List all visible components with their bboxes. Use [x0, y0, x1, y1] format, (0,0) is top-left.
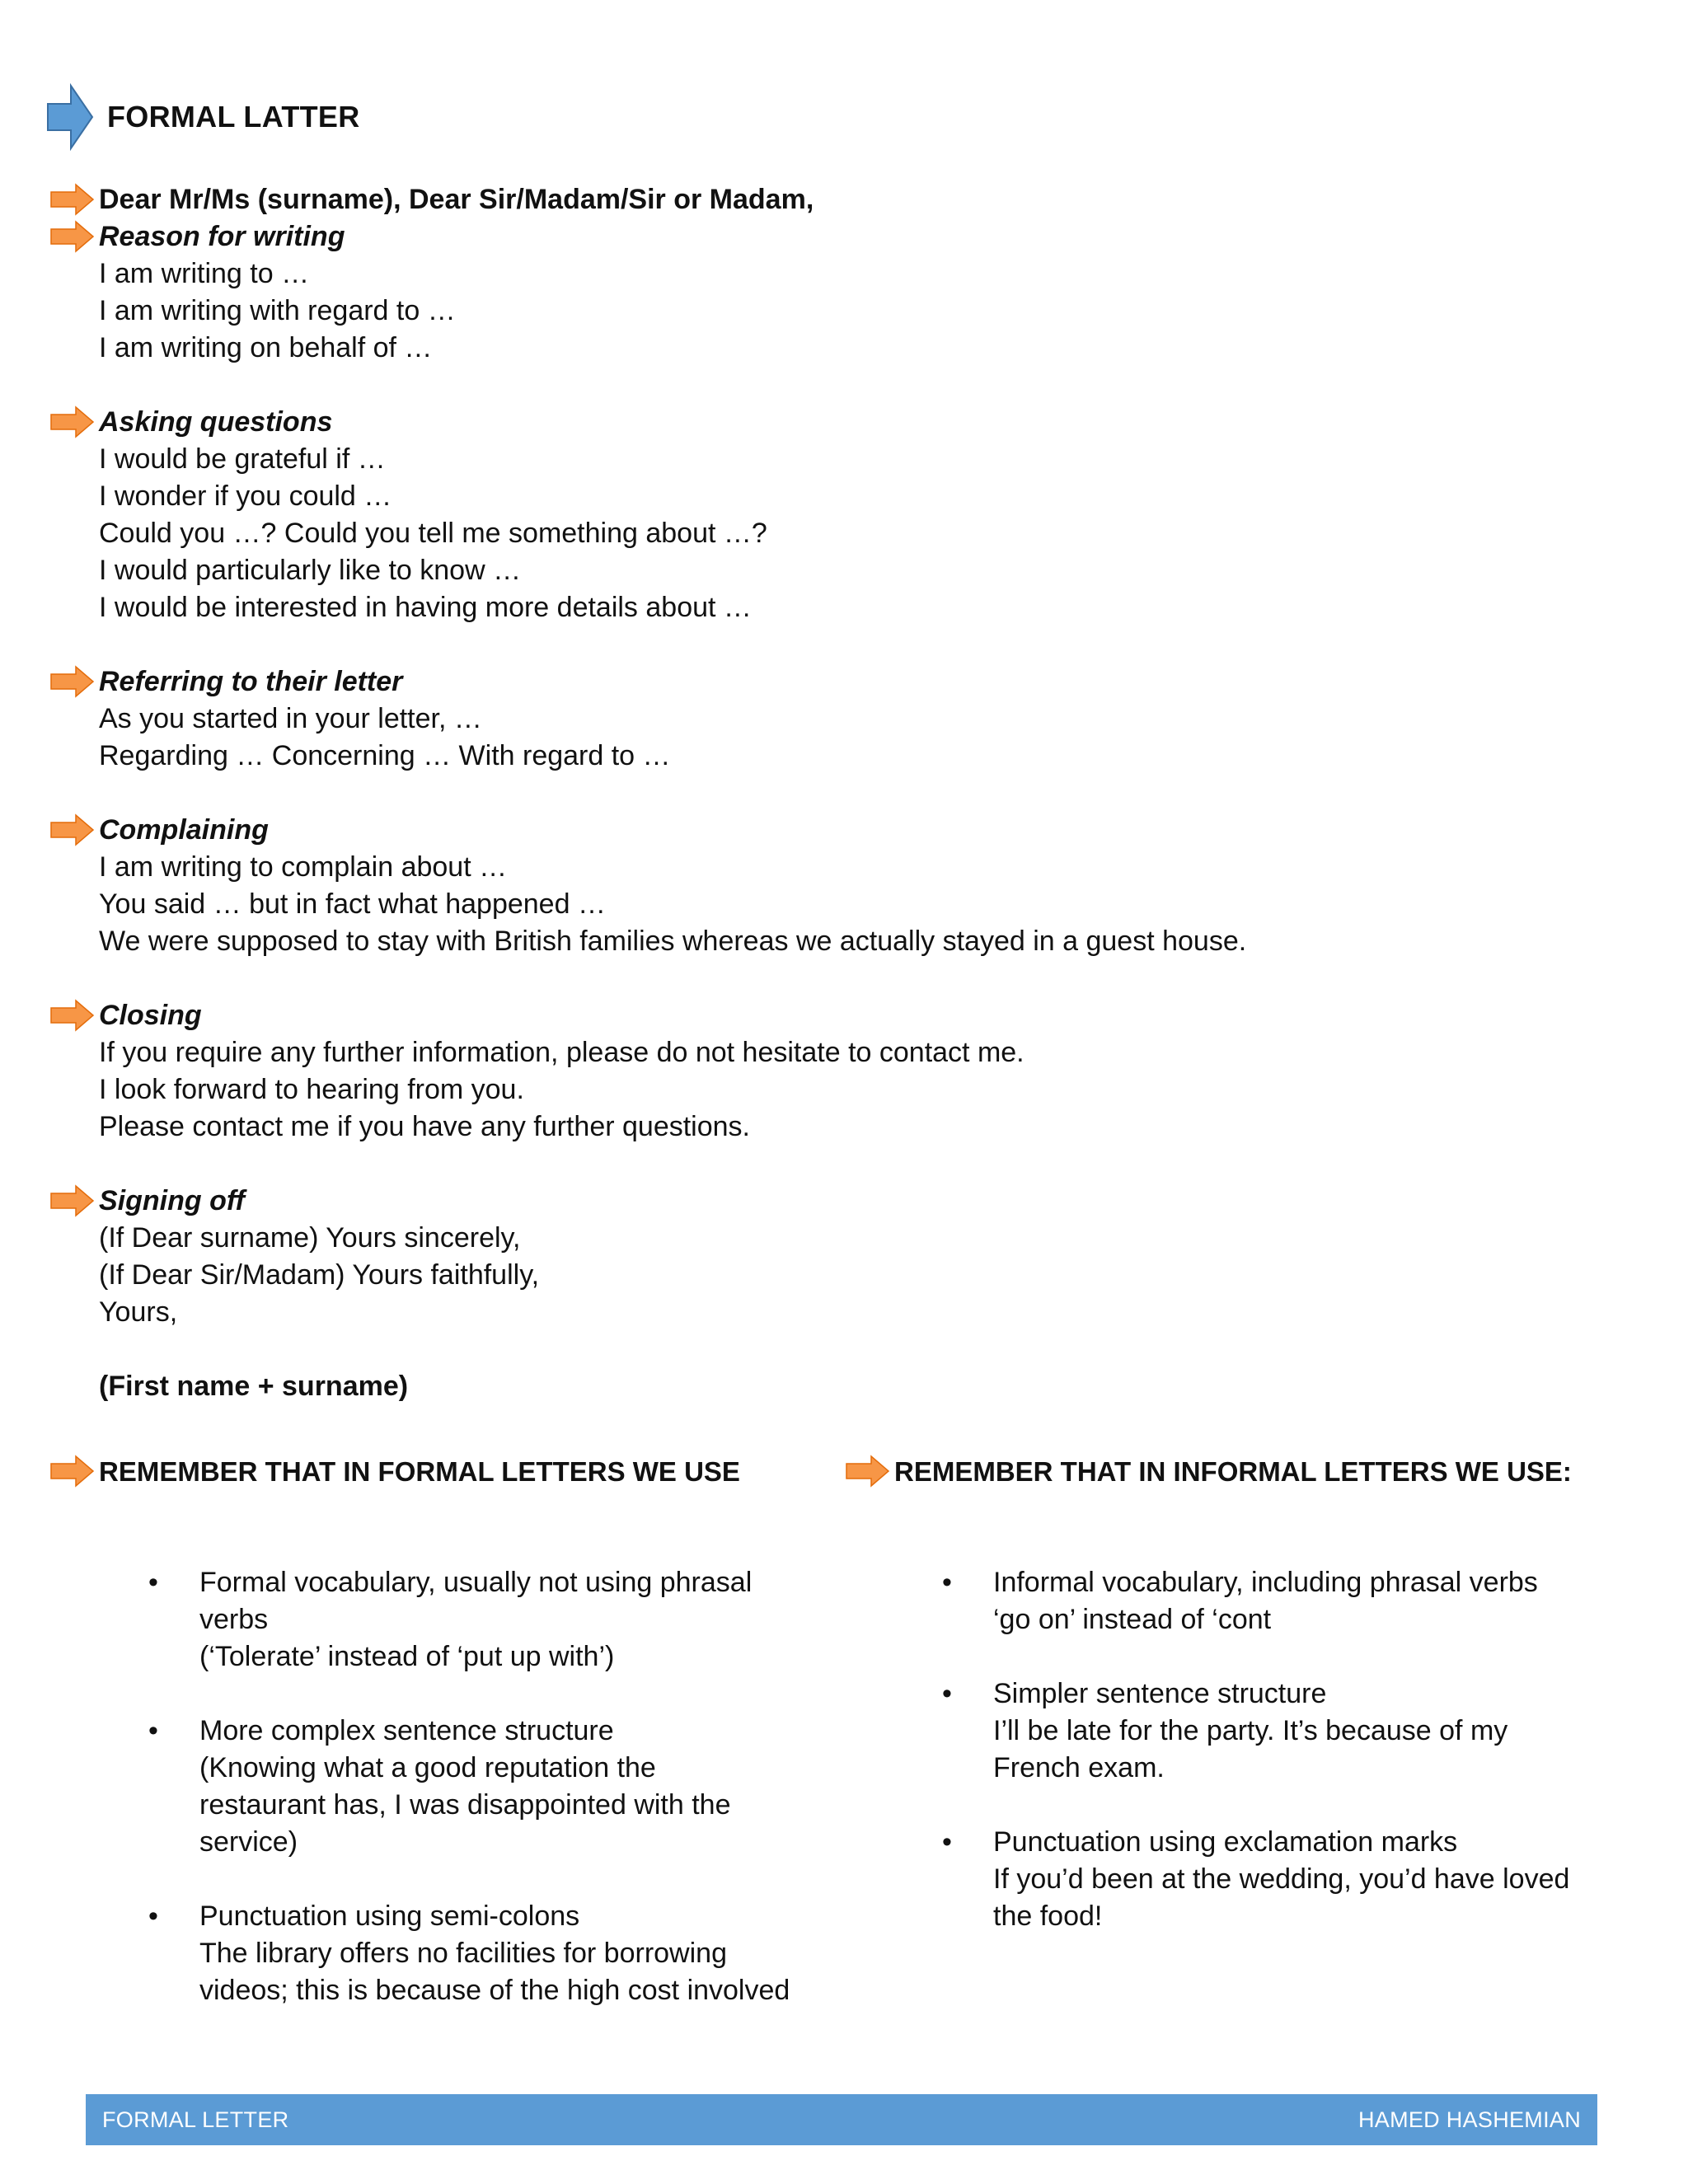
- phrase-line: I am writing to complain about …: [99, 851, 508, 883]
- informal-points-list: [942, 1564, 1601, 1972]
- bullet-item: [942, 1675, 1601, 1787]
- section-heading: [99, 997, 1582, 1034]
- footer-right-text: HAMED HASHEMIAN: [1357, 2107, 1581, 2132]
- bullet-line: French exam.: [993, 1752, 1165, 1783]
- formal-remember-heading: [99, 1453, 740, 1490]
- orange-arrow-icon: [843, 1455, 891, 1488]
- bullet-icon: •: [148, 1567, 158, 1598]
- section-heading: [99, 404, 1582, 441]
- informal-remember-heading: [894, 1453, 1572, 1490]
- phrase-line: Please contact me if you have any further questions.: [99, 1111, 751, 1142]
- sections-container: [99, 218, 1582, 1331]
- page-title: FORMAL LATTER: [107, 100, 360, 134]
- phrase-section: [99, 404, 1582, 626]
- bullet-item: [942, 1824, 1601, 1935]
- signature-placeholder: (First name + surname): [99, 1371, 409, 1402]
- section-heading: [99, 1183, 1582, 1220]
- phrase-line: I am writing with regard to …: [99, 295, 456, 326]
- bullet-icon: •: [942, 1678, 952, 1709]
- phrase-line: I would be interested in having more details about …: [99, 592, 752, 623]
- bullet-icon: •: [148, 1715, 158, 1746]
- phrase-line: Yours,: [99, 1296, 178, 1328]
- phrase-line: I would particularly like to know …: [99, 555, 522, 586]
- bullet-icon: •: [942, 1567, 952, 1598]
- section-heading: [99, 812, 1582, 849]
- title-row: [46, 82, 360, 152]
- phrase-section: [99, 812, 1582, 960]
- bullet-line: If you’d been at the wedding, you’d have loved: [993, 1863, 1570, 1895]
- phrase-line: (If Dear Sir/Madam) Yours faithfully,: [99, 1259, 540, 1291]
- footer-bar: [86, 2094, 1597, 2145]
- salutation-text: Dear Mr/Ms (surname), Dear Sir/Madam/Sir or Madam,: [99, 184, 814, 215]
- orange-arrow-icon: [48, 220, 96, 253]
- bullet-item: [148, 1564, 808, 1675]
- bullet-line: Punctuation using semi-colons: [199, 1900, 580, 1932]
- formal-points-list: [148, 1564, 808, 2046]
- orange-arrow-icon: [48, 183, 96, 216]
- blue-arrow-icon: [46, 82, 96, 152]
- bullet-line: The library offers no facilities for borrowing: [199, 1938, 727, 1969]
- phrase-line: I am writing on behalf of …: [99, 332, 433, 363]
- bullet-line: Formal vocabulary, usually not using phrasal: [199, 1567, 753, 1598]
- remember-row: [0, 1453, 1688, 1490]
- orange-arrow-icon: [48, 813, 96, 846]
- section-heading-text: Complaining: [99, 814, 269, 846]
- section-heading-text: Closing: [99, 1000, 202, 1031]
- orange-arrow-icon: [48, 405, 96, 438]
- bullet-line: the food!: [993, 1900, 1103, 1932]
- bullet-item: [942, 1564, 1601, 1638]
- orange-arrow-icon: [48, 1184, 96, 1217]
- footer-left-text: FORMAL LETTER: [102, 2107, 289, 2132]
- bullet-line: ‘go on’ instead of ‘cont: [993, 1604, 1272, 1635]
- section-heading: [99, 218, 1582, 255]
- section-heading-text: Referring to their letter: [99, 666, 403, 697]
- phrase-line: Could you …? Could you tell me something about …?: [99, 518, 767, 549]
- section-heading-text: Asking questions: [99, 406, 333, 438]
- orange-arrow-icon: [48, 999, 96, 1032]
- phrase-section: [99, 218, 1582, 367]
- bullet-item: [148, 1898, 808, 2009]
- informal-remember-text: REMEMBER THAT IN INFORMAL LETTERS WE USE:: [894, 1456, 1572, 1487]
- bullet-line: More complex sentence structure: [199, 1715, 614, 1746]
- phrase-line: I am writing to …: [99, 258, 310, 289]
- section-heading-text: Reason for writing: [99, 221, 345, 252]
- phrases-list: [99, 181, 1582, 1442]
- phrase-line: As you started in your letter, …: [99, 703, 482, 734]
- bullet-line: (Knowing what a good reputation the: [199, 1752, 656, 1783]
- salutation-line: [99, 181, 1582, 218]
- section-heading-text: Signing off: [99, 1185, 245, 1216]
- phrase-line: If you require any further information, please do not hesitate to contact me.: [99, 1037, 1025, 1068]
- phrase-section: [99, 1183, 1582, 1331]
- bullet-line: restaurant has, I was disappointed with the: [199, 1789, 731, 1821]
- bullet-line: Punctuation using exclamation marks: [993, 1826, 1458, 1858]
- bullet-line: Informal vocabulary, including phrasal verbs: [993, 1567, 1538, 1598]
- bullet-item: [148, 1713, 808, 1861]
- bullet-line: Simpler sentence structure: [993, 1678, 1327, 1709]
- phrase-section: [99, 663, 1582, 775]
- orange-arrow-icon: [48, 1455, 96, 1488]
- phrase-line: I look forward to hearing from you.: [99, 1074, 524, 1105]
- bullet-icon: •: [942, 1826, 952, 1858]
- phrase-line: Regarding … Concerning … With regard to …: [99, 740, 671, 771]
- phrase-line: You said … but in fact what happened …: [99, 888, 606, 920]
- bullet-line: verbs: [199, 1604, 269, 1635]
- bullet-icon: •: [148, 1900, 158, 1932]
- bullet-line: I’ll be late for the party. It’s because of my: [993, 1715, 1508, 1746]
- bullet-line: (‘Tolerate’ instead of ‘put up with’): [199, 1641, 615, 1672]
- section-heading: [99, 663, 1582, 701]
- bullet-line: service): [199, 1826, 298, 1858]
- orange-arrow-icon: [48, 665, 96, 698]
- phrase-line: I wonder if you could …: [99, 480, 392, 512]
- phrase-line: (If Dear surname) Yours sincerely,: [99, 1222, 521, 1254]
- phrase-line: We were supposed to stay with British families whereas we actually stayed in a guest house.: [99, 926, 1247, 957]
- phrase-section: [99, 997, 1582, 1146]
- formal-remember-text: REMEMBER THAT IN FORMAL LETTERS WE USE: [99, 1456, 740, 1487]
- bullet-line: videos; this is because of the high cost involved: [199, 1975, 790, 2006]
- phrase-line: I would be grateful if …: [99, 443, 386, 475]
